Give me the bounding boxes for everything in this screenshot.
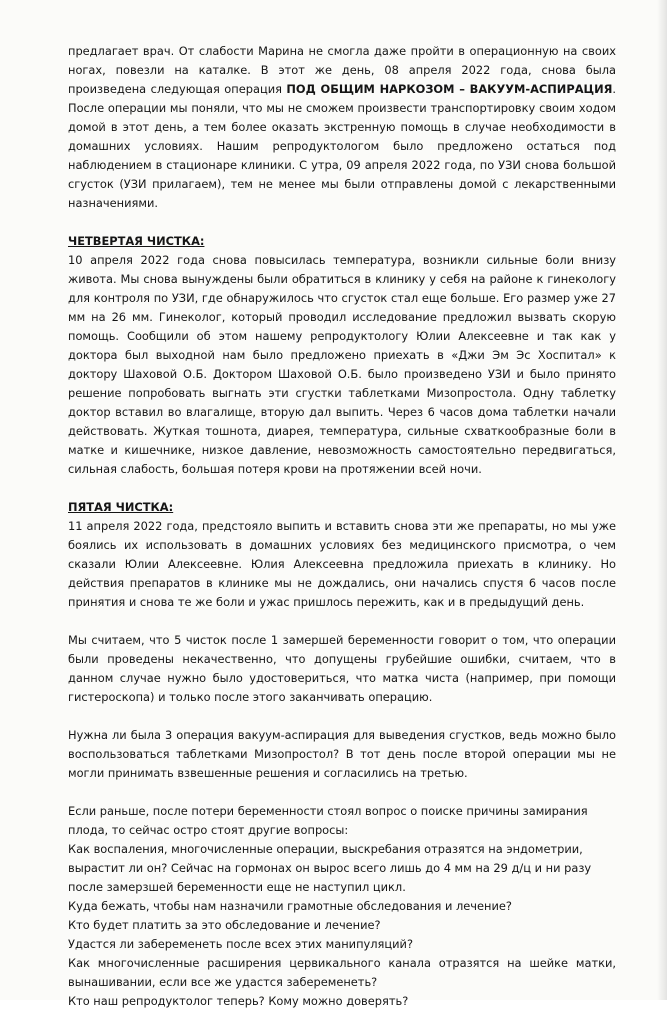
intro-paragraph bbox=[68, 42, 616, 213]
intro-text-part1: предлагает врач. От слабости Марина не смогла даже пройти в операционную на своих ногах, повезли на каталке. В этот же день, 08 апреля 2022 года, снова была произведена следующая операция bbox=[68, 44, 616, 96]
question-paragraph: Нужна ли была 3 операция вакуум-аспирация для выведения сгустков, ведь можно было воспользоваться таблетками Мизопростол? В тот день после второй операции мы не могли принимать взвешенные решения и согласились на третью. bbox=[68, 728, 616, 780]
intro-bold-procedure: ПОД ОБЩИМ НАРКОЗОМ – ВАКУУМ-АСПИРАЦИЯ bbox=[286, 82, 613, 96]
document-body bbox=[68, 42, 616, 1011]
page-edge-shadow bbox=[657, 0, 667, 1000]
question-item: Куда бежать, чтобы нам назначили грамотные обследования и лечение? bbox=[68, 899, 512, 913]
question-item: Как многочисленные расширения цервикального канала отразятся на шейке матки, вынашивании, если все же удастся забеременеть? bbox=[68, 956, 616, 989]
intro-text-part2: . После операции мы поняли, что мы не сможем произвести транспортировку своим ходом домой в этот день, а тем более оказать экстренную помощь в случае необходимости в домашних условиях. Нашим репродуктологом было предложено остаться под наблюдением в стационаре клиники. С утра, 09 апреля 2022 года, по УЗИ снова большой сгусток (УЗИ прилагаем), тем не менее мы были отправлены домой с лекарственными назначениями. bbox=[68, 82, 617, 210]
section-text-fourth: 10 апреля 2022 года снова повысилась температура, возникли сильные боли внизу живота. Мы снова вынуждены были обратиться в клинику у себя на районе к гинекологу для контроля по УЗИ, где обнаружилось что сгусток стал еще больше. Его размер уже 27 мм на 26 мм. Гинеколог, который проводил исследование предложил вызвать скорую помощь. Сообщили об этом нашему репродуктологу Юлии Алексеевне и так как у доктора был выходной нам было предложено приехать в «Джи Эм Эс Хоспитал» к доктору Шаховой О.Б. Доктором Шаховой О.Б. было произведено УЗИ и было принято решение попробовать выгнать эти сгустки таблетками Мизопростола. Одну таблетку доктор вставил во влагалище, вторую дал выпить. Через 6 часов дома таблетки начали действовать. Жуткая тошнота, диарея, температура, сильные схваткообразные боли в матке и кишечнике, низкое давление, невозможность самостоятельно передвигаться, сильная слабость, большая потеря крови на протяжении всей ночи. bbox=[68, 253, 616, 476]
question-item: Кто будет платить за это обследование и лечение? bbox=[68, 918, 381, 932]
question-item: Удастся ли забеременеть после всех этих манипуляций? bbox=[68, 937, 414, 951]
section-heading-fifth: ПЯТАЯ ЧИСТКА: bbox=[68, 500, 174, 514]
question-item: Как воспаления, многочисленные операции, выскребания отразятся на эндометрии, вырастит ли он? Сейчас на гормонах он вырос всего лишь до 4 мм на 29 д/ц и ни разу после замерзшей беременности еще не наступил цикл. bbox=[68, 842, 592, 894]
question-item: Кто наш репродуктолог теперь? Кому можно доверять? bbox=[68, 994, 409, 1008]
section-heading-fourth: ЧЕТВЕРТАЯ ЧИСТКА: bbox=[68, 234, 205, 248]
opinion-paragraph: Мы считаем, что 5 чисток после 1 замершей беременности говорит о том, что операции были проведены некачественно, что допущены грубейшие ошибки, считаем, что в данном случае нужно было удостовериться, что матка чиста (например, при помощи гистероскопа) и только после этого заканчивать операцию. bbox=[68, 633, 616, 704]
section-text-fifth: 11 апреля 2022 года, предстояло выпить и вставить снова эти же препараты, но мы уже боялись их использовать в домашних условиях без медицинского присмотра, о чем сказали Юлии Алексеевне. Юлия Алексеевна предложила приехать в клинику. Но действия препаратов в клинике мы не дождались, они начались спустя 6 часов после принятия и снова те же боли и ужас пришлось пережить, как и в предыдущий день. bbox=[68, 519, 616, 609]
before-paragraph: Если раньше, после потери беременности стоял вопрос о поиске причины замирания плода, то сейчас остро стоят другие вопросы: bbox=[68, 804, 588, 837]
